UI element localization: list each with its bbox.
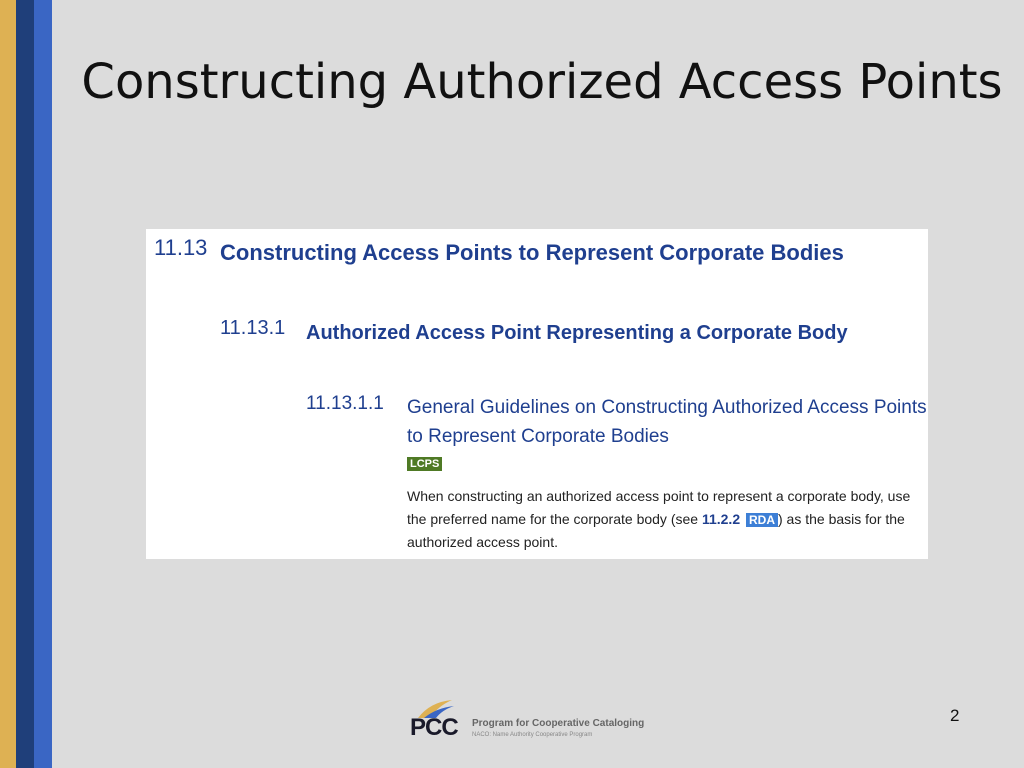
section-number: 11.13 xyxy=(154,235,208,260)
left-stripe-navy xyxy=(16,0,34,768)
pcc-logo xyxy=(410,698,645,748)
rda-badge[interactable]: RDA xyxy=(746,513,778,527)
lcps-badge[interactable]: LCPS xyxy=(407,457,442,471)
paragraph-text-start: When constructing an authorized access point to represent a corporate body, use the preferred name for the corporate body (see xyxy=(407,488,911,527)
section-heading: Constructing Access Points to Represent Corporate Bodies xyxy=(220,240,844,265)
pcc-naco-line: NACO: Name Authority Cooperative Program xyxy=(472,732,593,738)
pcc-acronym: PCC xyxy=(410,714,458,741)
paragraph-text-end: ) as the basis for the authorized access point. xyxy=(407,511,905,550)
left-stripe-blue xyxy=(34,0,52,768)
rda-excerpt-panel xyxy=(146,229,928,559)
rule-reference-link[interactable]: 11.2.2 xyxy=(701,511,741,527)
subsubsection-heading: General Guidelines on Constructing Authorized Access Points to Represent Corporate Bodies xyxy=(407,397,927,447)
left-stripe-gold xyxy=(0,0,16,768)
slide-title: Constructing Authorized Access Points xyxy=(81,54,1003,110)
subsection-heading: Authorized Access Point Representing a Corporate Body xyxy=(306,322,848,344)
page-number: 2 xyxy=(950,706,960,725)
subsection-number: 11.13.1 xyxy=(220,317,286,339)
pcc-program-name: Program for Cooperative Cataloging xyxy=(472,718,645,729)
guideline-paragraph xyxy=(407,485,915,554)
subsubsection-number: 11.13.1.1 xyxy=(306,393,384,414)
